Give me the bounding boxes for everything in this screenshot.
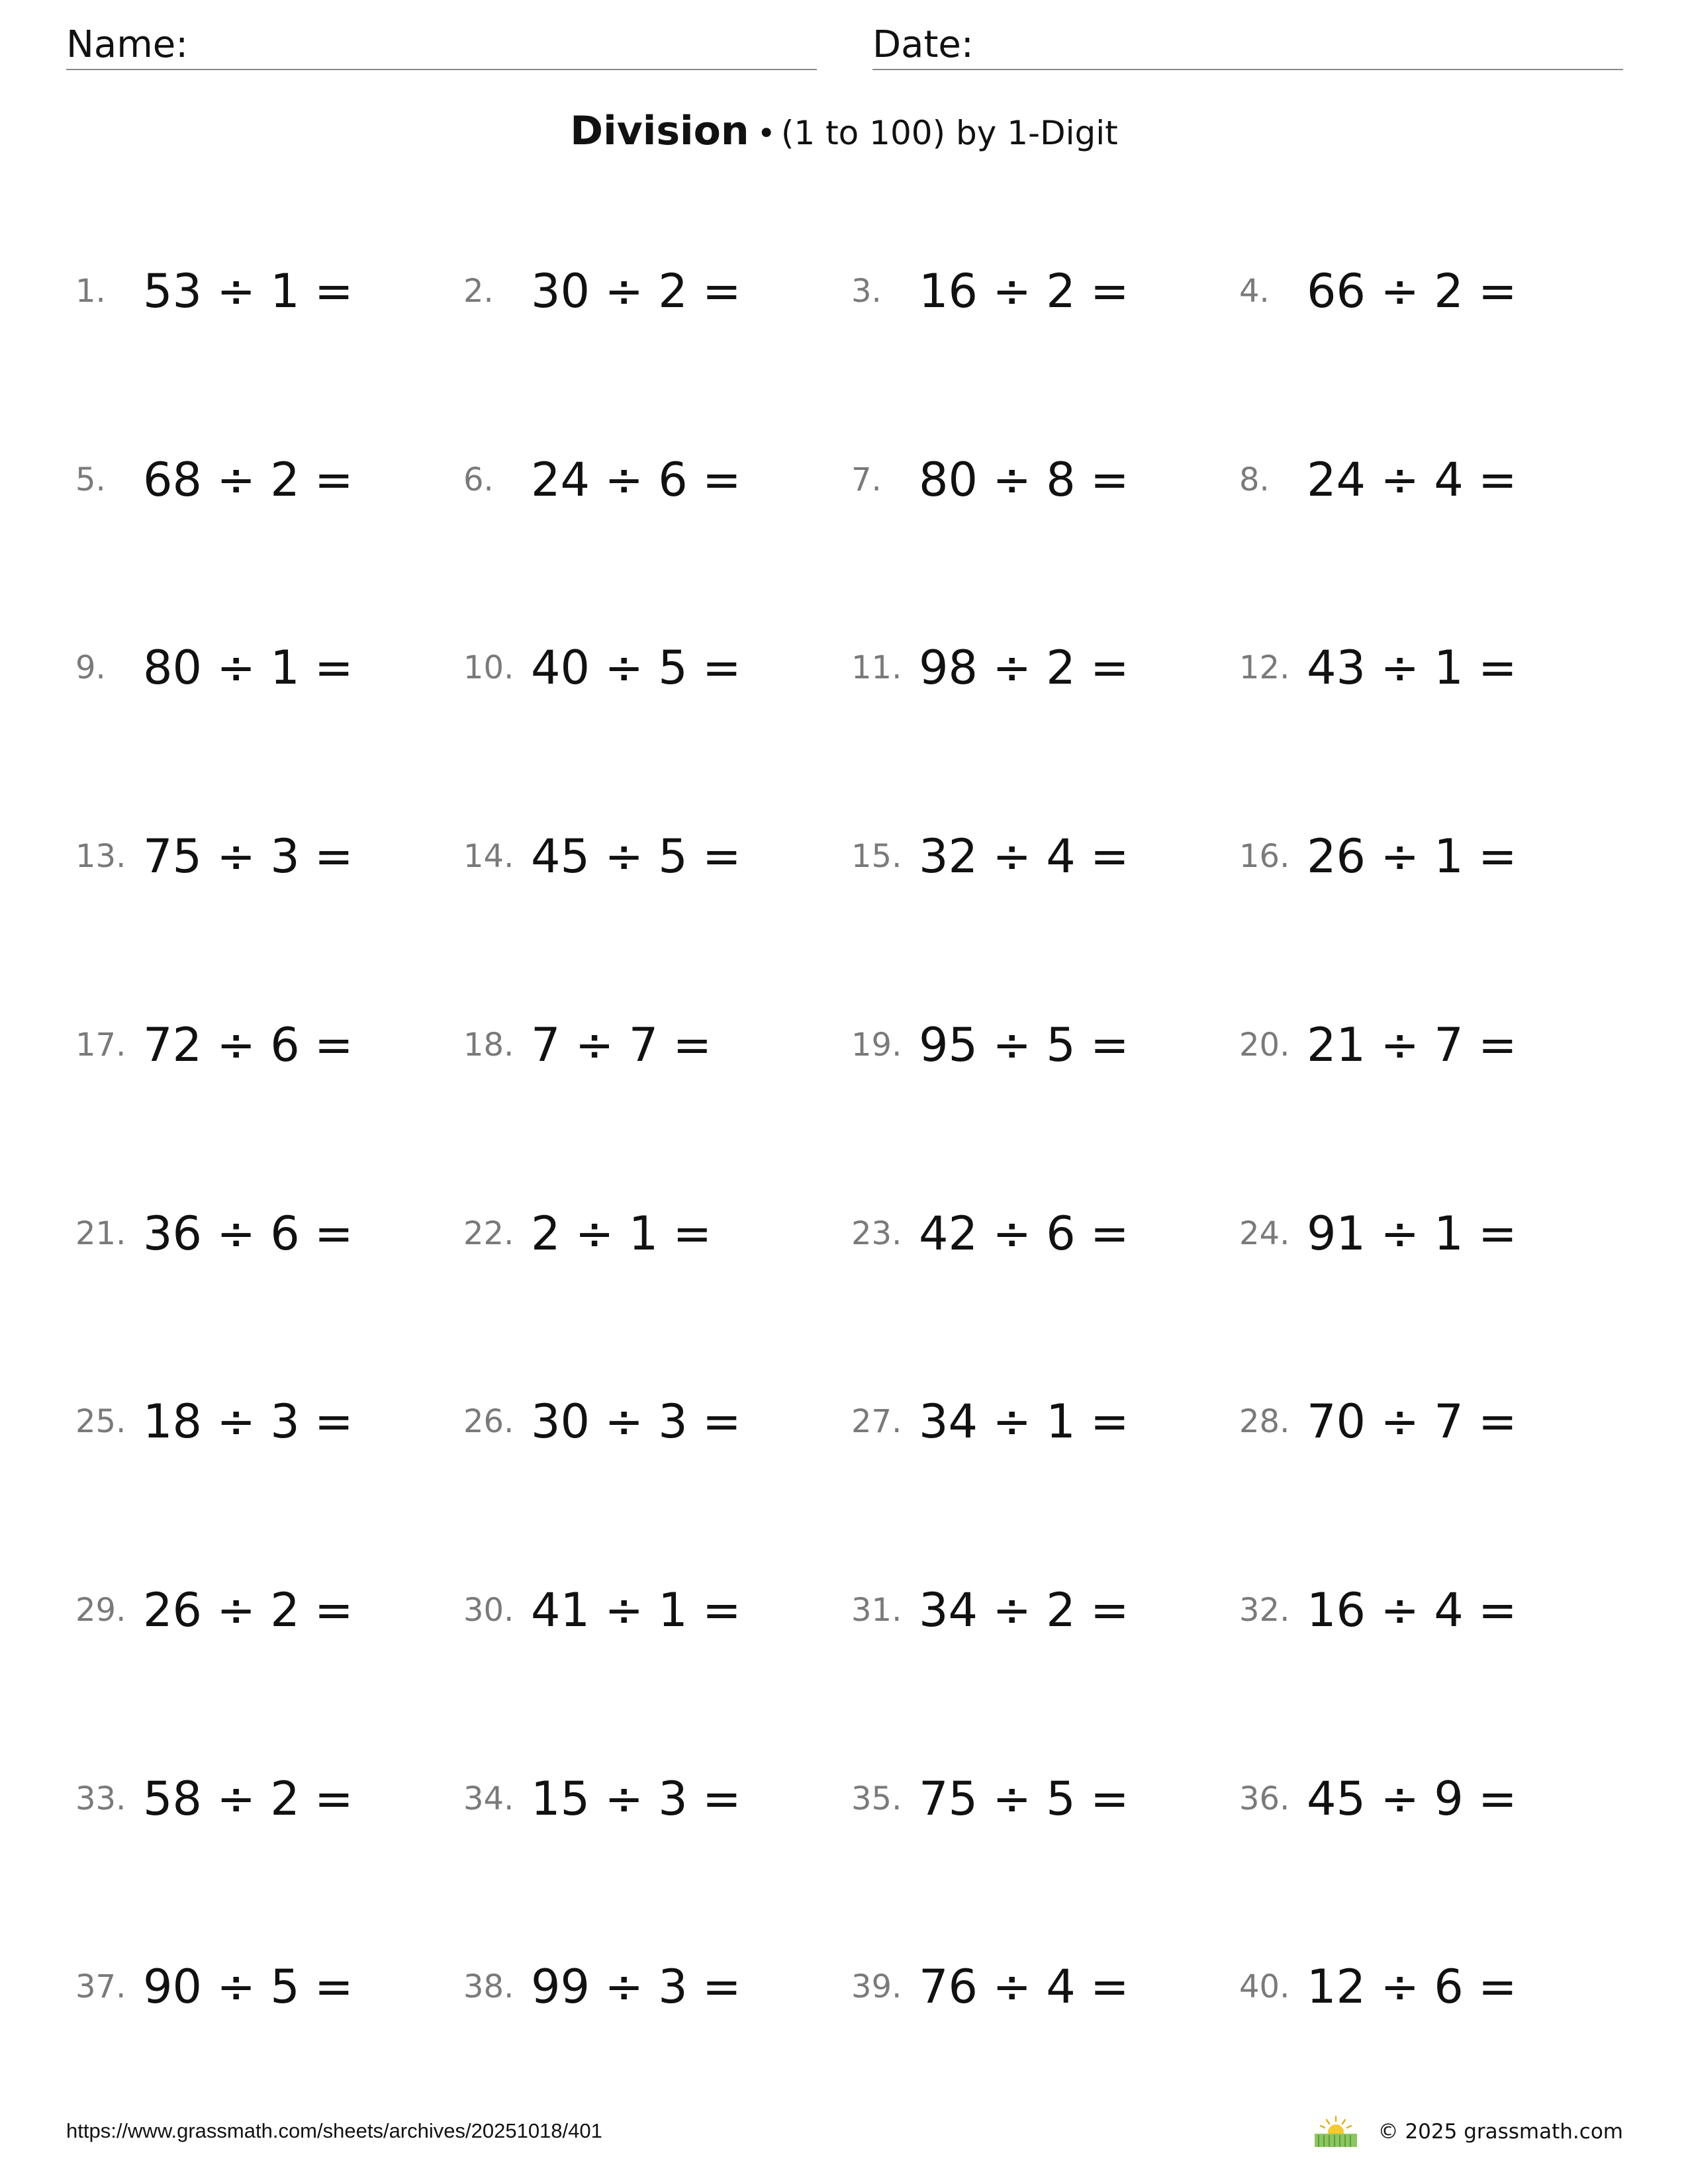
problem-expression: 98 ÷ 2 = [919, 641, 1129, 695]
problem-number: 13. [75, 838, 126, 875]
problem-expression: 66 ÷ 2 = [1307, 264, 1517, 318]
problem-number: 32. [1239, 1592, 1290, 1629]
problem-expression: 26 ÷ 2 = [143, 1583, 353, 1637]
name-field[interactable] [66, 21, 817, 70]
problem-number: 38. [463, 1968, 514, 2005]
problem-expression: 75 ÷ 5 = [919, 1772, 1129, 1826]
problem-expression: 95 ÷ 5 = [919, 1018, 1129, 1072]
problem-number: 34. [463, 1780, 514, 1817]
problem-expression: 24 ÷ 6 = [531, 453, 741, 507]
problem-expression: 70 ÷ 7 = [1307, 1394, 1517, 1449]
problem-number: 10. [463, 649, 514, 686]
problem-expression: 15 ÷ 3 = [531, 1772, 741, 1826]
date-field[interactable] [872, 21, 1623, 70]
problem-expression: 16 ÷ 4 = [1307, 1583, 1517, 1637]
problem-number: 7. [851, 461, 882, 498]
problem-expression: 18 ÷ 3 = [143, 1394, 353, 1449]
problem-expression: 43 ÷ 1 = [1307, 641, 1517, 695]
problem-number: 33. [75, 1780, 126, 1817]
problem-number: 5. [75, 461, 106, 498]
problem-number: 11. [851, 649, 902, 686]
problem-expression: 41 ÷ 1 = [531, 1583, 741, 1637]
problem-number: 19. [851, 1026, 902, 1064]
problem-expression: 80 ÷ 8 = [919, 453, 1129, 507]
problem-expression: 34 ÷ 1 = [919, 1394, 1129, 1449]
problem-expression: 7 ÷ 7 = [531, 1018, 712, 1072]
problem-number: 36. [1239, 1780, 1290, 1817]
worksheet-title [0, 105, 1688, 160]
date-label: Date: [872, 23, 974, 66]
problem-expression: 26 ÷ 1 = [1307, 829, 1517, 884]
problem-expression: 75 ÷ 3 = [143, 829, 353, 884]
problem-number: 31. [851, 1592, 902, 1629]
problem-expression: 30 ÷ 2 = [531, 264, 741, 318]
problem-number: 17. [75, 1026, 126, 1064]
problem-expression: 32 ÷ 4 = [919, 829, 1129, 884]
problem-number: 27. [851, 1403, 902, 1440]
problem-number: 16. [1239, 838, 1290, 875]
problem-number: 25. [75, 1403, 126, 1440]
problem-expression: 99 ÷ 3 = [531, 1960, 741, 2014]
problem-number: 9. [75, 649, 106, 686]
problem-number: 3. [851, 273, 882, 310]
footer-copyright: © 2025 grassmath.com [1378, 2120, 1623, 2144]
problem-number: 28. [1239, 1403, 1290, 1440]
title-main: Division [570, 108, 749, 154]
problem-number: 1. [75, 273, 106, 310]
problem-number: 6. [463, 461, 494, 498]
problem-expression: 40 ÷ 5 = [531, 641, 741, 695]
problem-number: 21. [75, 1215, 126, 1252]
problem-number: 37. [75, 1968, 126, 2005]
problem-expression: 68 ÷ 2 = [143, 453, 353, 507]
problem-expression: 58 ÷ 2 = [143, 1772, 353, 1826]
problem-expression: 53 ÷ 1 = [143, 264, 353, 318]
title-subtitle: (1 to 100) by 1-Digit [780, 114, 1118, 152]
problem-expression: 76 ÷ 4 = [919, 1960, 1129, 2014]
footer-brand [1312, 2115, 1623, 2148]
problem-expression: 36 ÷ 6 = [143, 1206, 353, 1261]
problem-expression: 80 ÷ 1 = [143, 641, 353, 695]
problem-expression: 72 ÷ 6 = [143, 1018, 353, 1072]
problem-expression: 45 ÷ 5 = [531, 829, 741, 884]
problem-number: 8. [1239, 461, 1270, 498]
sun-over-grass-icon [1312, 2115, 1360, 2148]
problem-number: 14. [463, 838, 514, 875]
problem-expression: 16 ÷ 2 = [919, 264, 1129, 318]
problem-expression: 30 ÷ 3 = [531, 1394, 741, 1449]
problem-number: 39. [851, 1968, 902, 2005]
problem-number: 40. [1239, 1968, 1290, 2005]
problem-number: 26. [463, 1403, 514, 1440]
title-separator: • [757, 115, 776, 152]
problem-number: 24. [1239, 1215, 1290, 1252]
problem-expression: 42 ÷ 6 = [919, 1206, 1129, 1261]
problem-expression: 90 ÷ 5 = [143, 1960, 353, 2014]
problem-number: 2. [463, 273, 494, 310]
problem-number: 20. [1239, 1026, 1290, 1064]
problem-number: 35. [851, 1780, 902, 1817]
problem-number: 4. [1239, 273, 1270, 310]
problem-expression: 45 ÷ 9 = [1307, 1772, 1517, 1826]
problem-number: 12. [1239, 649, 1290, 686]
problem-expression: 21 ÷ 7 = [1307, 1018, 1517, 1072]
problem-expression: 34 ÷ 2 = [919, 1583, 1129, 1637]
problem-expression: 12 ÷ 6 = [1307, 1960, 1517, 2014]
footer-url: https://www.grassmath.com/sheets/archives/20251018/401 [66, 2119, 602, 2142]
problem-expression: 91 ÷ 1 = [1307, 1206, 1517, 1261]
problem-number: 30. [463, 1592, 514, 1629]
problem-number: 23. [851, 1215, 902, 1252]
problem-number: 29. [75, 1592, 126, 1629]
problem-number: 18. [463, 1026, 514, 1064]
problem-expression: 2 ÷ 1 = [531, 1206, 712, 1261]
problem-number: 22. [463, 1215, 514, 1252]
problem-number: 15. [851, 838, 902, 875]
problem-expression: 24 ÷ 4 = [1307, 453, 1517, 507]
name-label: Name: [66, 23, 189, 66]
